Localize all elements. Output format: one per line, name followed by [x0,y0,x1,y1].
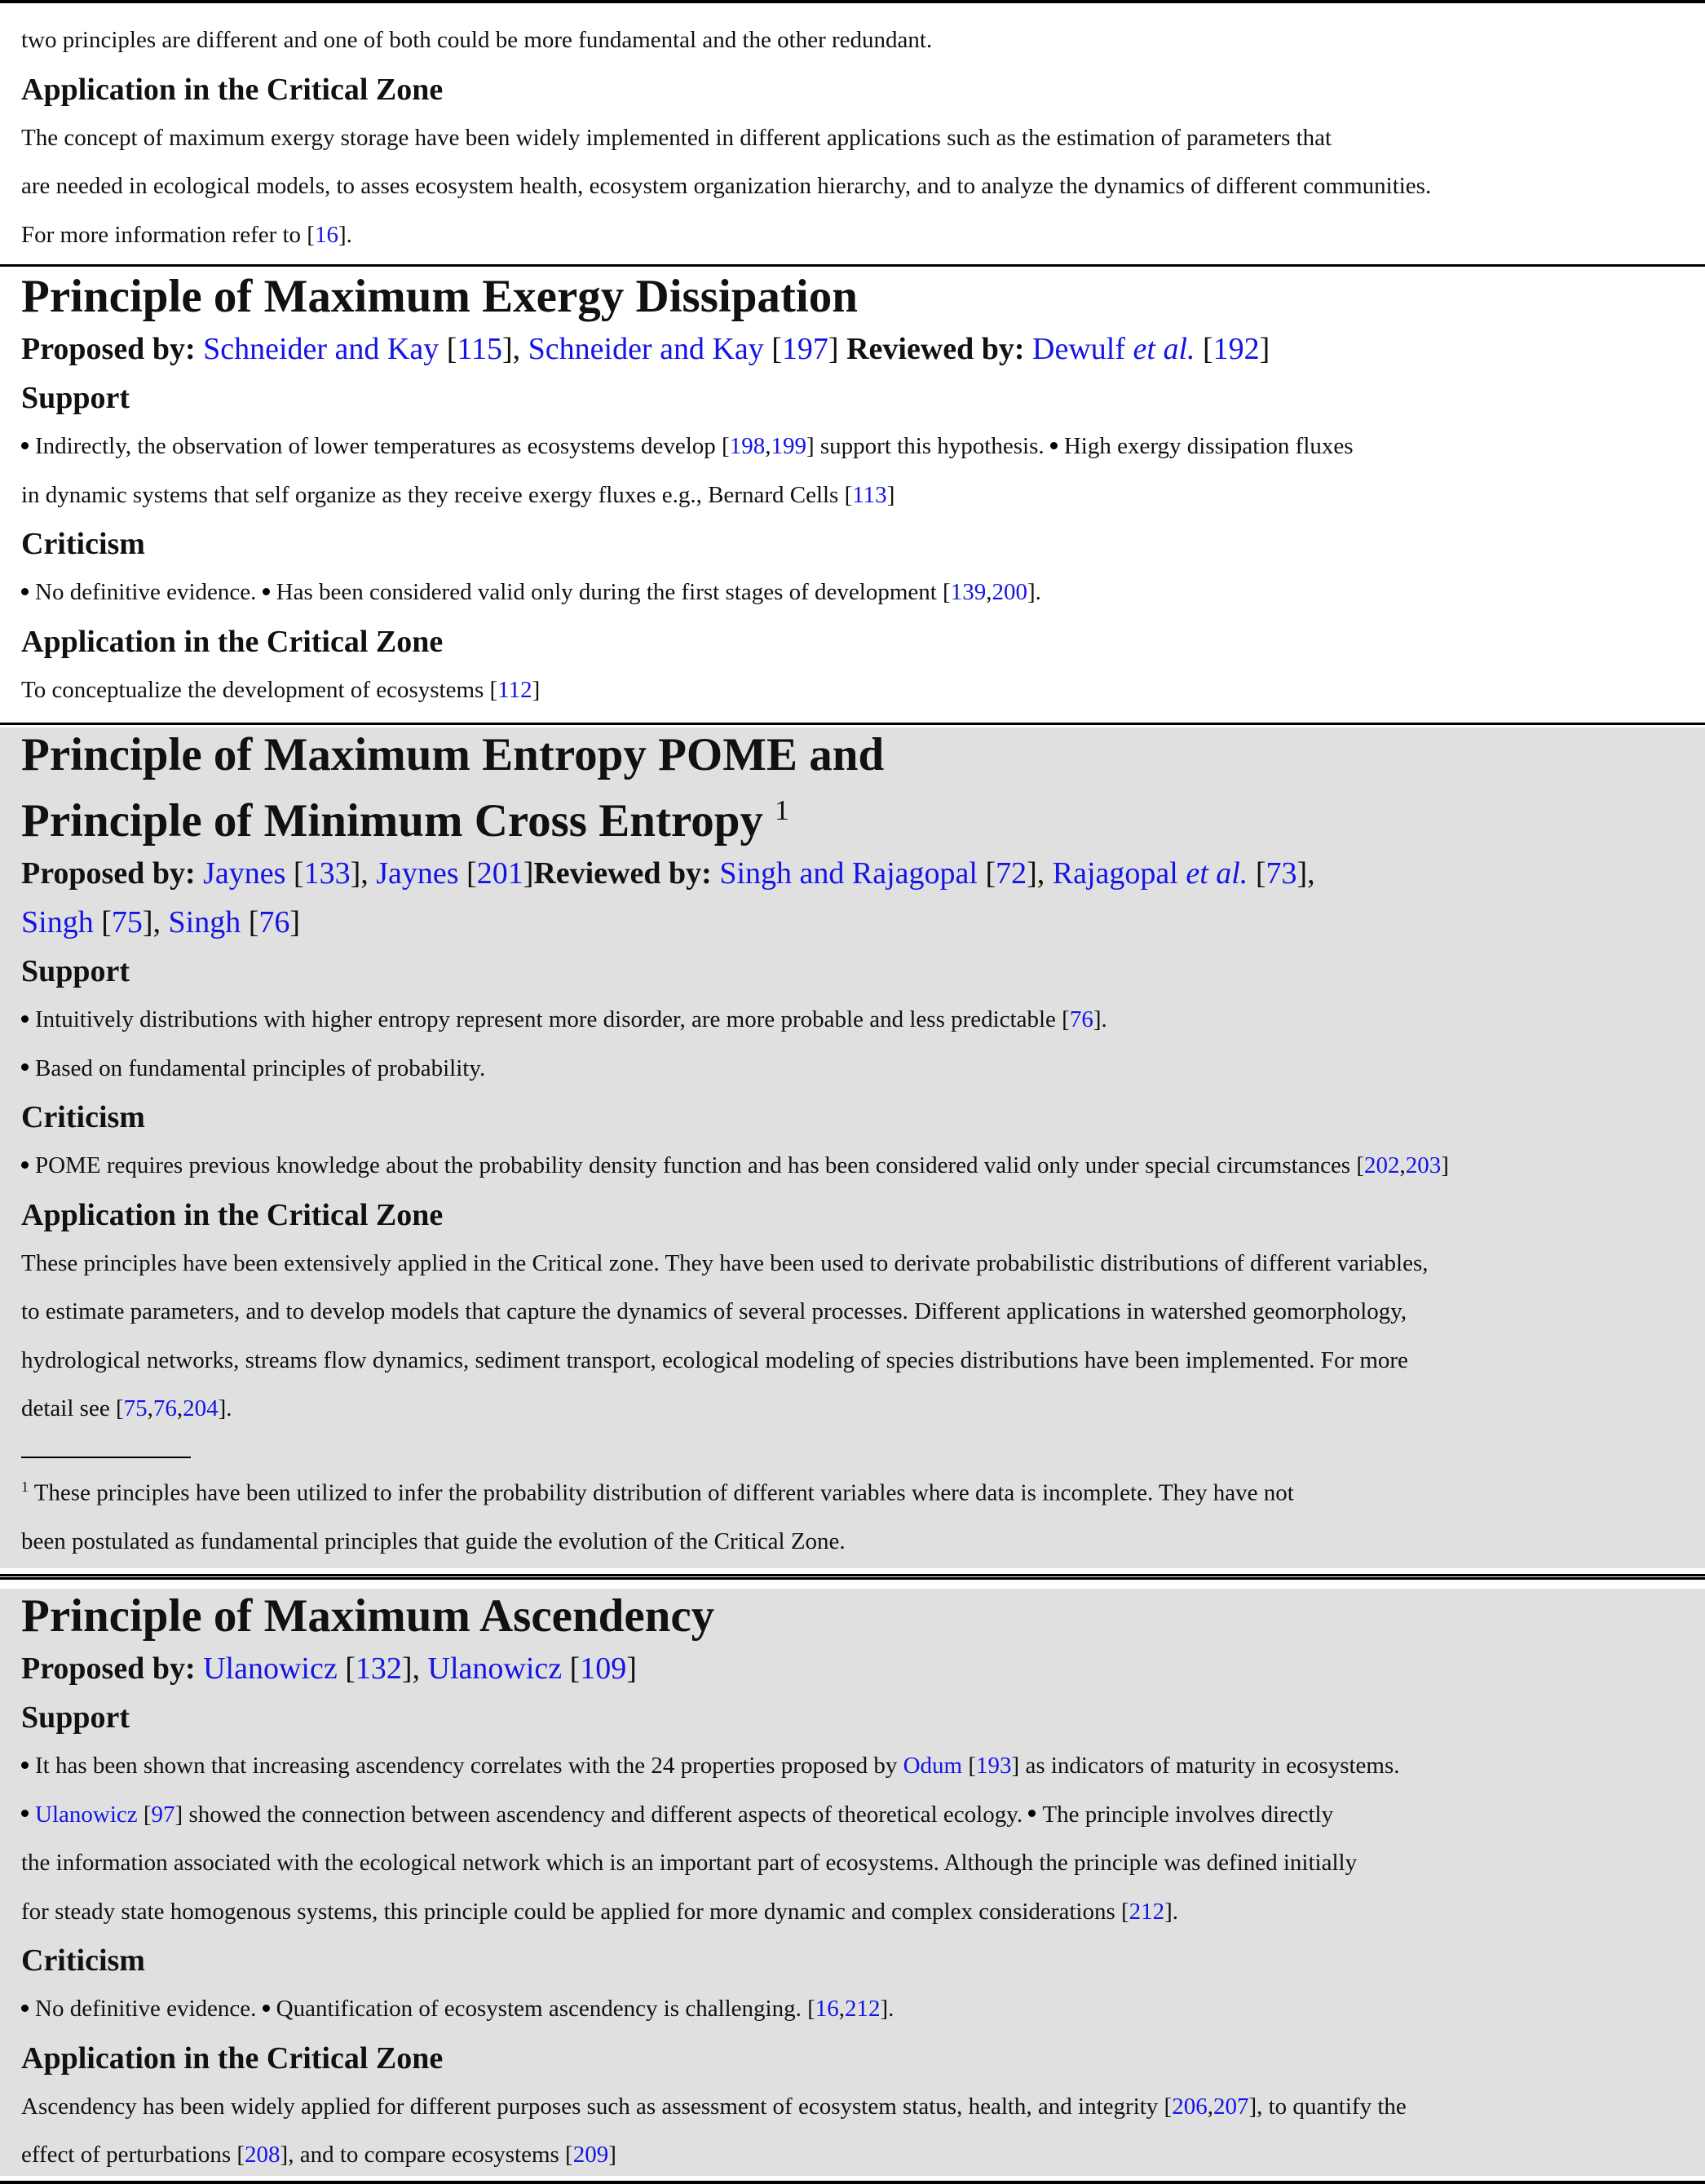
citation-link[interactable]: 76 [152,1395,177,1421]
support-item: in dynamic systems that self organize as they receive exergy fluxes e.g., Bernard Cells [113] [21,481,895,508]
section-title: Principle of Maximum Exergy Dissipation [21,271,858,322]
application-text-line: For more information refer to [16]. [21,221,352,248]
citation-link[interactable]: 199 [771,433,806,459]
top-rule [0,0,1705,3]
section-maximum-entropy [0,727,1705,1568]
footnote: been postulated as fundamental principles that guide the evolution of the Critical Zone. [21,1527,846,1554]
author-link[interactable]: Odum [903,1753,963,1779]
application-heading: Application in the Critical Zone [21,624,444,659]
support-item: Based on fundamental principles of probability. [21,1045,1689,1094]
bullet-icon [263,588,270,595]
criticism-item: No definitive evidence. Has been considered valid only during the first stages of development [139,200]. [21,568,1689,617]
bullet-icon [21,2005,29,2012]
section-title: Principle of Maximum Ascendency [21,1590,715,1642]
support-item: Ulanowicz [97] showed the connection between ascendency and different aspects of theoretical ecology. The principle involves directly [21,1791,1689,1840]
criticism-heading: Criticism [21,1100,145,1134]
section-divider [0,1574,1705,1576]
citation-link[interactable]: 203 [1405,1152,1442,1178]
application-text: To conceptualize the development of ecosystems [112] [21,676,541,703]
application-text-line: effect of perturbations [208], and to compare ecosystems [209] [21,2142,616,2168]
citation-link[interactable]: 112 [497,676,532,703]
author-link[interactable]: Singh [21,905,94,939]
citation-link[interactable]: 197 [781,332,828,366]
citation-link[interactable]: 139 [950,579,987,605]
citation-link[interactable]: 75 [111,905,143,939]
citation-link[interactable]: 212 [1129,1898,1165,1925]
application-heading: Application in the Critical Zone [21,1197,444,1232]
author-link[interactable]: Ulanowicz [203,1651,338,1686]
support-heading: Support [21,381,130,415]
citation-link[interactable]: 76 [1069,1006,1093,1032]
author-link[interactable]: Ulanowicz [427,1651,563,1686]
criticism-item: No definitive evidence. Quantification of ecosystem ascendency is challenging. [16,212]. [21,1985,1689,2034]
bottom-rule [0,2181,1705,2184]
author-link[interactable]: Ulanowicz [35,1801,138,1828]
proposed-by-line: Proposed by: Jaynes [133], Jaynes [201]Reviewed by: Singh and Rajagopal [72], Rajagopal et al. [73], [21,856,1315,891]
section-maximum-ascendency [0,1589,1705,2176]
support-heading: Support [21,1700,130,1735]
application-text-line: The concept of maximum exergy storage have been widely implemented in different applications such as the estimation of parameters that [21,124,1332,151]
application-text-line: These principles have been extensively applied in the Critical zone. They have been used to derivate probabilistic distributions of different variables, [21,1249,1429,1276]
citation-link[interactable]: 115 [457,332,502,366]
footnote-rule [21,1457,191,1458]
citation-link[interactable]: 16 [815,1996,839,2022]
support-item: Indirectly, the observation of lower temperatures as ecosystems develop [198,199] support this hypothesis. High exergy dissipation fluxes [21,422,1689,471]
application-text-line: hydrological networks, streams flow dynamics, sediment transport, ecological modeling of species distributions have been implemented. For more [21,1346,1408,1373]
citation-link[interactable]: 113 [852,481,887,508]
author-link[interactable]: Singh and Rajagopal [719,856,978,891]
application-heading: Application in the Critical Zone [21,2040,444,2076]
section-divider [0,264,1705,267]
criticism-heading: Criticism [21,527,145,561]
citation-link[interactable]: 202 [1364,1152,1400,1178]
author-link[interactable]: Schneider and Kay [528,332,764,366]
bullet-icon [21,1762,29,1769]
citation-link[interactable]: 192 [1212,332,1260,366]
application-text-line: are needed in ecological models, to asses ecosystem health, ecosystem organization hierarchy, and to analyze the dynamics of different communities. [21,173,1432,199]
application-heading: Application in the Critical Zone [21,72,444,107]
citation-link[interactable]: 133 [303,856,351,891]
author-link[interactable]: Schneider and Kay [203,332,440,366]
citation-link[interactable]: 209 [572,2142,609,2168]
footnote-mark: 1 [21,1478,29,1495]
citation-link[interactable]: 16 [314,221,338,248]
section-exergy-dissipation [0,269,1705,714]
author-link[interactable]: Singh [168,905,241,939]
support-heading: Support [21,954,130,988]
criticism-item: POME requires previous knowledge about the probability density function and has been considered valid only under special circumstances [202,203] [21,1142,1689,1191]
exergy-storage-continuation [0,16,1705,259]
bullet-icon [21,1015,29,1023]
criticism-heading: Criticism [21,1943,145,1978]
section-title: Principle of Maximum Entropy POME and [21,729,885,780]
section-divider [0,1577,1705,1580]
citation-link[interactable]: 212 [845,1996,881,2022]
author-link[interactable]: Dewulf et al. [1032,332,1195,366]
citation-link[interactable]: 193 [976,1753,1012,1779]
citation-link[interactable]: 207 [1212,2093,1249,2120]
bullet-icon [21,442,29,449]
bullet-icon [1050,442,1058,449]
application-text-line: to estimate parameters, and to develop models that capture the dynamics of several processes. Different applications in watershed geomorphology, [21,1298,1407,1324]
citation-link[interactable]: 109 [580,1651,627,1686]
citation-link[interactable]: 204 [183,1395,219,1421]
citation-link[interactable]: 75 [123,1395,148,1421]
citation-link[interactable]: 198 [729,433,766,459]
bullet-icon [21,588,29,595]
citation-link[interactable]: 72 [996,856,1027,891]
footnote-mark: 1 [775,794,789,826]
application-text-line: Ascendency has been widely applied for different purposes such as assessment of ecosystem status, health, and integrity [206,207], to quantify the [21,2093,1407,2120]
continuation-text: two principles are different and one of both could be more fundamental and the other redundant. [21,27,933,53]
author-link[interactable]: Jaynes [376,856,459,891]
citation-link[interactable]: 200 [992,579,1027,605]
proposed-by-line: Proposed by: Ulanowicz [132], Ulanowicz [109] [21,1651,637,1686]
proposed-by-line: Proposed by: Schneider and Kay [115], Schneider and Kay [197] Reviewed by: Dewulf et al. [192] [21,332,1270,366]
citation-link[interactable]: 132 [355,1651,402,1686]
support-item: Intuitively distributions with higher entropy represent more disorder, are more probable and less predictable [76]. [21,996,1689,1045]
bullet-icon [263,2005,270,2012]
bullet-icon [1028,1810,1036,1817]
reviewed-by-line: Singh [75], Singh [76] [21,905,301,939]
footnote: $^1$ These principles have been utilized to infer the probability distribution of different variables where data is incomplete. They have not [21,1478,1294,1506]
citation-link[interactable]: 206 [1172,2093,1208,2120]
support-item: the information associated with the ecological network which is an important part of ecosystems. Although the principle was defined initially [21,1850,1358,1876]
section-title: Principle of Minimum Cross Entropy $^1$ [21,794,789,847]
bullet-icon [21,1810,29,1817]
section-divider [0,723,1705,725]
author-link[interactable]: Jaynes [203,856,286,891]
support-item: It has been shown that increasing ascendency correlates with the 24 properties proposed by Odum [193] as indicators of maturity in ecosystems. [21,1742,1689,1791]
citation-link[interactable]: 201 [476,856,523,891]
support-item: for steady state homogenous systems, this principle could be applied for more dynamic and complex considerations [212]. [21,1898,1179,1925]
bullet-icon [21,1063,29,1071]
bullet-icon [21,1161,29,1169]
author-link[interactable]: Rajagopal et al. [1052,856,1248,891]
citation-link[interactable]: 97 [151,1801,175,1828]
application-text-line: detail see [75,76,204]. [21,1395,232,1421]
citation-link[interactable]: 73 [1265,856,1297,891]
citation-link[interactable]: 76 [258,905,290,939]
citation-link[interactable]: 208 [245,2142,280,2168]
